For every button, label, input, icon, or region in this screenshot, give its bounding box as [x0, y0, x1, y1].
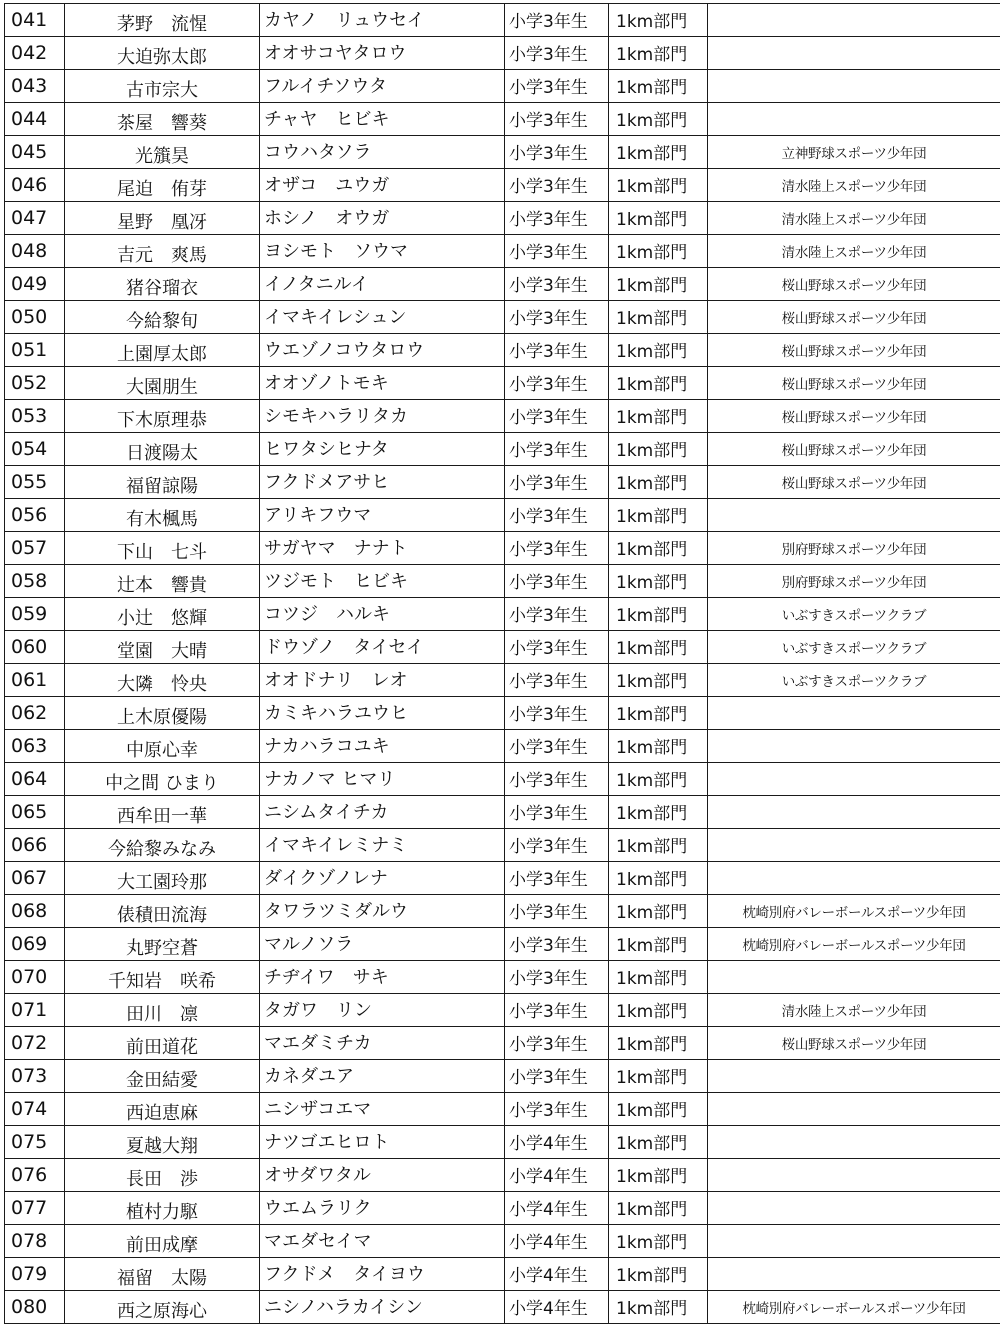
division-cell: 1km部門 [609, 631, 708, 664]
club-cell: 桜山野球スポーツ少年団 [708, 268, 1000, 301]
grade-cell: 小学4年生 [505, 1291, 609, 1324]
entry-number-cell: 044 [5, 103, 65, 136]
participant-table-body [5, 4, 1000, 1324]
name-cell: 中之間 ひまり [65, 763, 260, 796]
table-row [5, 862, 1000, 895]
division-cell: 1km部門 [609, 1027, 708, 1060]
club-cell: いぶすきスポーツクラブ [708, 664, 1000, 697]
division-cell: 1km部門 [609, 202, 708, 235]
division-cell: 1km部門 [609, 499, 708, 532]
name-cell: 中原心幸 [65, 730, 260, 763]
kana-cell: イマキイレシュン [260, 301, 505, 334]
division-cell: 1km部門 [609, 565, 708, 598]
grade-cell: 小学3年生 [505, 400, 609, 433]
kana-cell: カネダユア [260, 1060, 505, 1093]
club-cell [708, 1093, 1000, 1126]
club-cell: 立神野球スポーツ少年団 [708, 136, 1000, 169]
club-cell: 清水陸上スポーツ少年団 [708, 169, 1000, 202]
club-cell: いぶすきスポーツクラブ [708, 631, 1000, 664]
kana-cell: コウハタソラ [260, 136, 505, 169]
entry-number-cell: 051 [5, 334, 65, 367]
name-cell: 大迫弥太郎 [65, 37, 260, 70]
grade-cell: 小学3年生 [505, 367, 609, 400]
club-cell: 清水陸上スポーツ少年団 [708, 202, 1000, 235]
division-cell: 1km部門 [609, 796, 708, 829]
club-cell [708, 961, 1000, 994]
table-row [5, 994, 1000, 1027]
name-cell: 下山 七斗 [65, 532, 260, 565]
kana-cell: フルイチソウタ [260, 70, 505, 103]
table-row [5, 499, 1000, 532]
grade-cell: 小学3年生 [505, 1093, 609, 1126]
kana-cell: ウエゾノコウタロウ [260, 334, 505, 367]
name-cell: 古市宗大 [65, 70, 260, 103]
kana-cell: マルノソラ [260, 928, 505, 961]
grade-cell: 小学3年生 [505, 433, 609, 466]
kana-cell: フクドメ タイヨウ [260, 1258, 505, 1291]
club-cell [708, 70, 1000, 103]
division-cell: 1km部門 [609, 598, 708, 631]
entry-number-cell: 048 [5, 235, 65, 268]
grade-cell: 小学3年生 [505, 532, 609, 565]
kana-cell: ドウゾノ タイセイ [260, 631, 505, 664]
grade-cell: 小学3年生 [505, 961, 609, 994]
grade-cell: 小学3年生 [505, 1027, 609, 1060]
kana-cell: ウエムラリク [260, 1192, 505, 1225]
grade-cell: 小学3年生 [505, 895, 609, 928]
kana-cell: オサダワタル [260, 1159, 505, 1192]
club-cell: いぶすきスポーツクラブ [708, 598, 1000, 631]
name-cell: 植村力駆 [65, 1192, 260, 1225]
club-cell [708, 1258, 1000, 1291]
entry-number-cell: 050 [5, 301, 65, 334]
division-cell: 1km部門 [609, 466, 708, 499]
grade-cell: 小学3年生 [505, 994, 609, 1027]
division-cell: 1km部門 [609, 961, 708, 994]
grade-cell: 小学3年生 [505, 4, 609, 37]
kana-cell: ニシムタイチカ [260, 796, 505, 829]
kana-cell: オオサコヤタロウ [260, 37, 505, 70]
division-cell: 1km部門 [609, 928, 708, 961]
entry-number-cell: 042 [5, 37, 65, 70]
grade-cell: 小学3年生 [505, 103, 609, 136]
kana-cell: ナカハラコユキ [260, 730, 505, 763]
club-cell: 清水陸上スポーツ少年団 [708, 994, 1000, 1027]
club-cell [708, 829, 1000, 862]
entry-number-cell: 046 [5, 169, 65, 202]
name-cell: 俵積田流海 [65, 895, 260, 928]
table-row [5, 1225, 1000, 1258]
division-cell: 1km部門 [609, 37, 708, 70]
name-cell: 上木原優陽 [65, 697, 260, 730]
division-cell: 1km部門 [609, 532, 708, 565]
club-cell [708, 697, 1000, 730]
entry-number-cell: 052 [5, 367, 65, 400]
club-cell: 枕崎別府バレーボールスポーツ少年団 [708, 1291, 1000, 1324]
entry-number-cell: 055 [5, 466, 65, 499]
grade-cell: 小学3年生 [505, 565, 609, 598]
division-cell: 1km部門 [609, 664, 708, 697]
table-row [5, 895, 1000, 928]
table-row [5, 763, 1000, 796]
entry-number-cell: 074 [5, 1093, 65, 1126]
table-row [5, 4, 1000, 37]
club-cell: 桜山野球スポーツ少年団 [708, 433, 1000, 466]
name-cell: 夏越大翔 [65, 1126, 260, 1159]
grade-cell: 小学3年生 [505, 697, 609, 730]
name-cell: 大工園玲那 [65, 862, 260, 895]
division-cell: 1km部門 [609, 301, 708, 334]
division-cell: 1km部門 [609, 70, 708, 103]
division-cell: 1km部門 [609, 1126, 708, 1159]
table-row [5, 631, 1000, 664]
division-cell: 1km部門 [609, 235, 708, 268]
grade-cell: 小学4年生 [505, 1159, 609, 1192]
table-row [5, 1027, 1000, 1060]
kana-cell: カミキハラユウヒ [260, 697, 505, 730]
division-cell: 1km部門 [609, 1060, 708, 1093]
kana-cell: サガヤマ ナナト [260, 532, 505, 565]
name-cell: 有木楓馬 [65, 499, 260, 532]
club-cell [708, 1060, 1000, 1093]
name-cell: 小辻 悠輝 [65, 598, 260, 631]
table-row [5, 1291, 1000, 1324]
table-row [5, 1258, 1000, 1291]
entry-number-cell: 054 [5, 433, 65, 466]
name-cell: 猪谷瑠衣 [65, 268, 260, 301]
table-row [5, 796, 1000, 829]
grade-cell: 小学3年生 [505, 664, 609, 697]
club-cell [708, 730, 1000, 763]
kana-cell: アリキフウマ [260, 499, 505, 532]
name-cell: 吉元 爽馬 [65, 235, 260, 268]
entry-number-cell: 070 [5, 961, 65, 994]
grade-cell: 小学4年生 [505, 1258, 609, 1291]
kana-cell: イノタニルイ [260, 268, 505, 301]
grade-cell: 小学3年生 [505, 136, 609, 169]
division-cell: 1km部門 [609, 829, 708, 862]
table-row [5, 367, 1000, 400]
division-cell: 1km部門 [609, 862, 708, 895]
club-cell [708, 1192, 1000, 1225]
table-row [5, 466, 1000, 499]
club-cell [708, 37, 1000, 70]
table-row [5, 400, 1000, 433]
entry-number-cell: 079 [5, 1258, 65, 1291]
table-row [5, 169, 1000, 202]
kana-cell: チヂイワ サキ [260, 961, 505, 994]
name-cell: 光籏昊 [65, 136, 260, 169]
grade-cell: 小学3年生 [505, 928, 609, 961]
name-cell: 茅野 流惺 [65, 4, 260, 37]
grade-cell: 小学3年生 [505, 829, 609, 862]
division-cell: 1km部門 [609, 334, 708, 367]
entry-number-cell: 065 [5, 796, 65, 829]
division-cell: 1km部門 [609, 136, 708, 169]
table-row [5, 70, 1000, 103]
kana-cell: フクドメアサヒ [260, 466, 505, 499]
grade-cell: 小学3年生 [505, 301, 609, 334]
division-cell: 1km部門 [609, 103, 708, 136]
kana-cell: ツジモト ヒビキ [260, 565, 505, 598]
kana-cell: シモキハラリタカ [260, 400, 505, 433]
club-cell [708, 103, 1000, 136]
entry-number-cell: 058 [5, 565, 65, 598]
name-cell: 尾迫 侑芽 [65, 169, 260, 202]
entry-number-cell: 045 [5, 136, 65, 169]
table-row [5, 1093, 1000, 1126]
club-cell: 枕崎別府バレーボールスポーツ少年団 [708, 895, 1000, 928]
division-cell: 1km部門 [609, 268, 708, 301]
entry-number-cell: 049 [5, 268, 65, 301]
kana-cell: タワラツミダルウ [260, 895, 505, 928]
kana-cell: ダイクゾノレナ [260, 862, 505, 895]
division-cell: 1km部門 [609, 1258, 708, 1291]
grade-cell: 小学3年生 [505, 499, 609, 532]
entry-number-cell: 080 [5, 1291, 65, 1324]
table-row [5, 268, 1000, 301]
grade-cell: 小学3年生 [505, 763, 609, 796]
entry-number-cell: 068 [5, 895, 65, 928]
entry-number-cell: 056 [5, 499, 65, 532]
kana-cell: ヨシモト ソウマ [260, 235, 505, 268]
entry-number-cell: 067 [5, 862, 65, 895]
club-cell: 枕崎別府バレーボールスポーツ少年団 [708, 928, 1000, 961]
kana-cell: オオゾノトモキ [260, 367, 505, 400]
table-row [5, 334, 1000, 367]
club-cell [708, 862, 1000, 895]
grade-cell: 小学3年生 [505, 1060, 609, 1093]
kana-cell: マエダセイマ [260, 1225, 505, 1258]
table-row [5, 664, 1000, 697]
kana-cell: ヒワタシヒナタ [260, 433, 505, 466]
table-row [5, 1126, 1000, 1159]
table-row [5, 1192, 1000, 1225]
club-cell [708, 1159, 1000, 1192]
name-cell: 金田結愛 [65, 1060, 260, 1093]
table-row [5, 301, 1000, 334]
entry-number-cell: 057 [5, 532, 65, 565]
name-cell: 前田成摩 [65, 1225, 260, 1258]
division-cell: 1km部門 [609, 1225, 708, 1258]
club-cell: 別府野球スポーツ少年団 [708, 565, 1000, 598]
name-cell: 茶屋 響葵 [65, 103, 260, 136]
grade-cell: 小学3年生 [505, 631, 609, 664]
division-cell: 1km部門 [609, 763, 708, 796]
grade-cell: 小学4年生 [505, 1126, 609, 1159]
kana-cell: コツジ ハルキ [260, 598, 505, 631]
division-cell: 1km部門 [609, 433, 708, 466]
division-cell: 1km部門 [609, 4, 708, 37]
grade-cell: 小学3年生 [505, 202, 609, 235]
kana-cell: ニシノハラカイシン [260, 1291, 505, 1324]
entry-number-cell: 062 [5, 697, 65, 730]
grade-cell: 小学3年生 [505, 70, 609, 103]
name-cell: 長田 渉 [65, 1159, 260, 1192]
entry-number-cell: 041 [5, 4, 65, 37]
division-cell: 1km部門 [609, 400, 708, 433]
table-row [5, 433, 1000, 466]
name-cell: 大園朋生 [65, 367, 260, 400]
entry-number-cell: 075 [5, 1126, 65, 1159]
entry-number-cell: 077 [5, 1192, 65, 1225]
table-row [5, 598, 1000, 631]
name-cell: 日渡陽太 [65, 433, 260, 466]
club-cell [708, 499, 1000, 532]
kana-cell: ニシザコエマ [260, 1093, 505, 1126]
club-cell: 桜山野球スポーツ少年団 [708, 466, 1000, 499]
entry-number-cell: 076 [5, 1159, 65, 1192]
kana-cell: タガワ リン [260, 994, 505, 1027]
entry-number-cell: 060 [5, 631, 65, 664]
division-cell: 1km部門 [609, 1159, 708, 1192]
table-row [5, 202, 1000, 235]
name-cell: 丸野空蒼 [65, 928, 260, 961]
kana-cell: イマキイレミナミ [260, 829, 505, 862]
table-row [5, 730, 1000, 763]
grade-cell: 小学3年生 [505, 862, 609, 895]
grade-cell: 小学3年生 [505, 334, 609, 367]
kana-cell: チャヤ ヒビキ [260, 103, 505, 136]
name-cell: 田川 凛 [65, 994, 260, 1027]
entry-number-cell: 047 [5, 202, 65, 235]
name-cell: 大隣 怜央 [65, 664, 260, 697]
entry-number-cell: 072 [5, 1027, 65, 1060]
name-cell: 堂園 大晴 [65, 631, 260, 664]
name-cell: 福留諒陽 [65, 466, 260, 499]
entry-number-cell: 078 [5, 1225, 65, 1258]
club-cell [708, 796, 1000, 829]
entry-number-cell: 069 [5, 928, 65, 961]
division-cell: 1km部門 [609, 730, 708, 763]
table-row [5, 829, 1000, 862]
name-cell: 西迫恵麻 [65, 1093, 260, 1126]
club-cell [708, 4, 1000, 37]
club-cell [708, 763, 1000, 796]
table-row [5, 136, 1000, 169]
kana-cell: ナツゴエヒロト [260, 1126, 505, 1159]
grade-cell: 小学3年生 [505, 730, 609, 763]
grade-cell: 小学3年生 [505, 598, 609, 631]
kana-cell: カヤノ リュウセイ [260, 4, 505, 37]
table-row [5, 235, 1000, 268]
kana-cell: オザコ ユウガ [260, 169, 505, 202]
table-row [5, 1159, 1000, 1192]
grade-cell: 小学3年生 [505, 235, 609, 268]
kana-cell: マエダミチカ [260, 1027, 505, 1060]
club-cell: 桜山野球スポーツ少年団 [708, 1027, 1000, 1060]
kana-cell: ホシノ オウガ [260, 202, 505, 235]
table-row [5, 37, 1000, 70]
table-row [5, 103, 1000, 136]
name-cell: 今給黎旬 [65, 301, 260, 334]
name-cell: 下木原理恭 [65, 400, 260, 433]
club-cell: 桜山野球スポーツ少年団 [708, 301, 1000, 334]
entry-number-cell: 053 [5, 400, 65, 433]
name-cell: 星野 凰冴 [65, 202, 260, 235]
club-cell: 桜山野球スポーツ少年団 [708, 367, 1000, 400]
name-cell: 上園厚太郎 [65, 334, 260, 367]
table-row [5, 961, 1000, 994]
club-cell [708, 1225, 1000, 1258]
entry-number-cell: 059 [5, 598, 65, 631]
division-cell: 1km部門 [609, 367, 708, 400]
division-cell: 1km部門 [609, 1192, 708, 1225]
grade-cell: 小学3年生 [505, 37, 609, 70]
grade-cell: 小学4年生 [505, 1225, 609, 1258]
club-cell: 桜山野球スポーツ少年団 [708, 400, 1000, 433]
grade-cell: 小学4年生 [505, 1192, 609, 1225]
grade-cell: 小学3年生 [505, 268, 609, 301]
table-row [5, 928, 1000, 961]
grade-cell: 小学3年生 [505, 466, 609, 499]
entry-number-cell: 063 [5, 730, 65, 763]
division-cell: 1km部門 [609, 697, 708, 730]
name-cell: 辻本 響貴 [65, 565, 260, 598]
club-cell: 桜山野球スポーツ少年団 [708, 334, 1000, 367]
club-cell: 別府野球スポーツ少年団 [708, 532, 1000, 565]
division-cell: 1km部門 [609, 1291, 708, 1324]
grade-cell: 小学3年生 [505, 169, 609, 202]
name-cell: 福留 太陽 [65, 1258, 260, 1291]
name-cell: 千知岩 咲希 [65, 961, 260, 994]
name-cell: 西牟田一華 [65, 796, 260, 829]
kana-cell: オオドナリ レオ [260, 664, 505, 697]
division-cell: 1km部門 [609, 895, 708, 928]
name-cell: 西之原海心 [65, 1291, 260, 1324]
club-cell [708, 1126, 1000, 1159]
name-cell: 今給黎みなみ [65, 829, 260, 862]
grade-cell: 小学3年生 [505, 796, 609, 829]
club-cell: 清水陸上スポーツ少年団 [708, 235, 1000, 268]
table-row [5, 565, 1000, 598]
table-row [5, 1060, 1000, 1093]
division-cell: 1km部門 [609, 994, 708, 1027]
name-cell: 前田道花 [65, 1027, 260, 1060]
division-cell: 1km部門 [609, 1093, 708, 1126]
entry-number-cell: 073 [5, 1060, 65, 1093]
entry-number-cell: 066 [5, 829, 65, 862]
kana-cell: ナカノマ ヒマリ [260, 763, 505, 796]
entry-number-cell: 064 [5, 763, 65, 796]
entry-number-cell: 043 [5, 70, 65, 103]
division-cell: 1km部門 [609, 169, 708, 202]
entry-number-cell: 071 [5, 994, 65, 1027]
table-row [5, 697, 1000, 730]
entry-number-cell: 061 [5, 664, 65, 697]
table-row [5, 532, 1000, 565]
participant-table [4, 3, 1000, 1324]
